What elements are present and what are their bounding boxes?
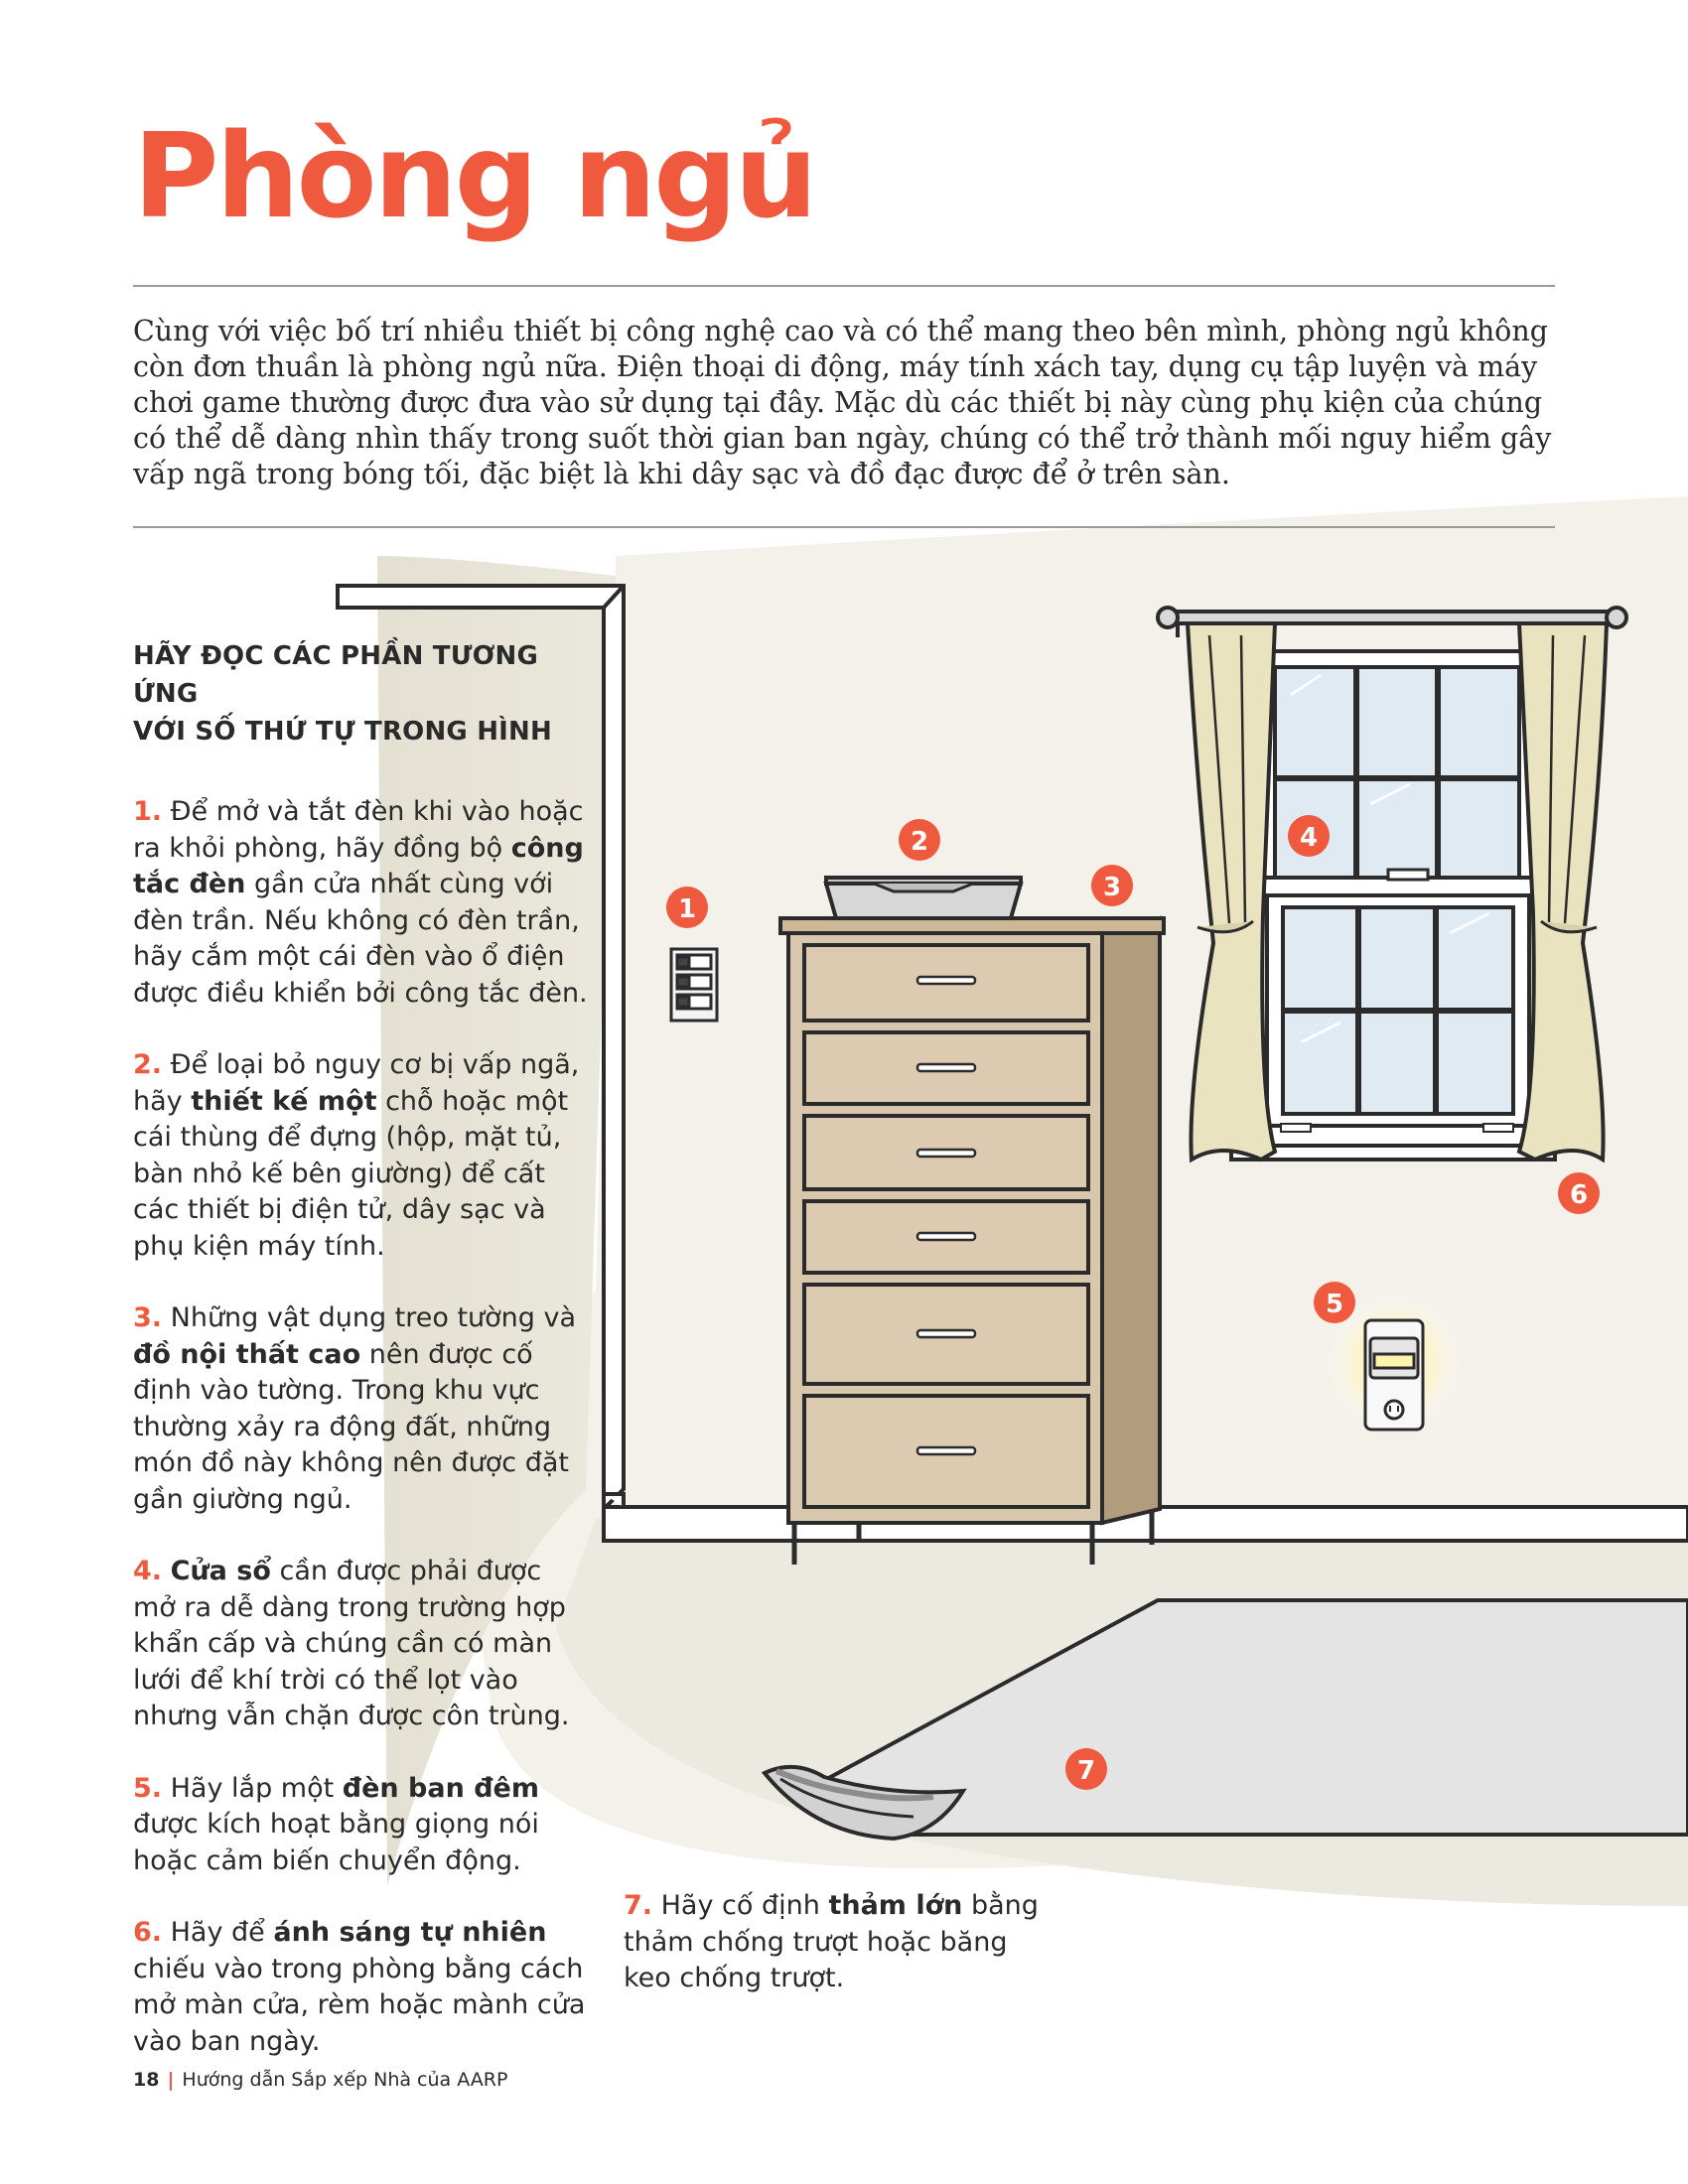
tip-text: Những vật dụng treo tường và: [162, 1302, 577, 1333]
tip-item-4: [133, 1554, 590, 1735]
tip-text: Hãy lắp một: [162, 1772, 343, 1804]
tip-keyword: công tắc đèn: [133, 832, 584, 899]
divider-bottom: [133, 526, 1555, 528]
callout-label: 6: [1569, 1180, 1589, 1210]
window: [1231, 651, 1555, 1160]
tip-item-6: [133, 1915, 590, 2060]
callout-label: 5: [1325, 1290, 1344, 1319]
tips-heading: [133, 637, 590, 751]
tip-item-7: [624, 1888, 1060, 1997]
tip-item-1: [133, 794, 590, 1012]
tip-keyword: đồ nội thất cao: [133, 1338, 361, 1370]
tip-number: 1.: [133, 796, 163, 827]
tip-number: 2.: [133, 1049, 163, 1080]
tip-item-5: [133, 1771, 590, 1880]
callout-badge-6: [1558, 1172, 1600, 1214]
callout-label: 2: [910, 827, 929, 857]
callout-badge-5: [1314, 1282, 1355, 1323]
tip-number: 4.: [133, 1556, 163, 1586]
tip-text: cần được phải được mở ra dễ dàng trong trường hợp khẩn cấp và chúng cần có màn lưới để khí trời có thể lọt vào nhưng vẫn chặn được côn trùng.: [133, 1556, 570, 1731]
tip-keyword: đèn ban đêm: [342, 1772, 539, 1804]
intro-paragraph: Cùng với việc bố trí nhiều thiết bị công nghệ cao và có thể mang theo bên mình, phòng ngủ không còn đơn thuần là phòng ngủ nữa. Điện thoại di động, máy tính xách tay, dụng cụ tập luyện và máy chơi game thường được đưa vào sử dụng tại đây. Mặc dù các thiết bị này cùng phụ kiện của chúng có thể dễ dàng nhìn thấy trong suốt thời gian ban ngày, chúng có thể trở thành mối nguy hiểm gây vấp ngã trong bóng tối, đặc biệt là khi dây sạc và đồ đạc được để ở trên sàn.: [133, 315, 1552, 490]
tip-keyword: thiết kế một: [191, 1085, 377, 1117]
light-switch: [671, 949, 717, 1021]
tip-text: Để mở và tắt đèn khi vào hoặc ra khỏi phòng, hãy đồng bộ: [133, 796, 584, 864]
callout-badge-1: [666, 887, 708, 928]
tip-number: 5.: [133, 1772, 163, 1804]
callout-label: 1: [677, 894, 697, 924]
callout-badge-3: [1091, 865, 1133, 906]
tip-text: được kích hoạt bằng giọng nói hoặc cảm biến chuyển động.: [133, 1809, 539, 1876]
callout-badge-4: [1288, 815, 1330, 857]
tips-heading-line2: VỚI SỐ THỨ TỰ TRONG HÌNH: [133, 717, 552, 747]
callout-badge-7: [1065, 1748, 1107, 1790]
tips-heading-line1: HÃY ĐỌC CÁC PHẦN TƯƠNG ỨNG: [133, 641, 539, 709]
callout-label: 7: [1076, 1756, 1096, 1786]
tip-text: chỗ hoặc một cái thùng để đựng (hộp, mặt tủ, bàn nhỏ kế bên giường) để cất các thiết bị điện tử, dây sạc và phụ kiện máy tính.: [133, 1085, 569, 1262]
tip-number: 3.: [133, 1302, 163, 1333]
tip-text: Để loại bỏ nguy cơ bị vấp ngã, hãy: [133, 1049, 580, 1117]
callout-badge-2: [899, 819, 940, 861]
storage-tray: [826, 878, 1021, 918]
tip-item-3: [133, 1300, 590, 1518]
tip-text: nên được cố định vào tường. Trong khu vực thường xảy ra động đất, những món đồ này không nên được đặt gần giường ngủ.: [133, 1338, 569, 1515]
page-number: 18: [133, 2069, 160, 2091]
tip-text: Hãy để: [162, 1917, 274, 1948]
dresser: [780, 918, 1164, 1565]
tip-item-2: [133, 1047, 590, 1265]
divider-top: [133, 285, 1555, 287]
tip-text: Hãy cố định: [652, 1890, 829, 1921]
tip-text: [162, 1556, 171, 1586]
tip-text: chiếu vào trong phòng bằng cách mở màn cửa, rèm hoặc mành cửa vào ban ngày.: [133, 1953, 586, 2057]
tip-text: gần cửa nhất cùng với đèn trần. Nếu không có đèn trần, hãy cắm một cái đèn vào ổ điện được điều khiển bởi công tắc đèn.: [133, 869, 588, 1009]
tip-text: bằng thảm chống trượt hoặc băng keo chống trượt.: [624, 1890, 1039, 1993]
guide-title: Hướng dẫn Sắp xếp Nhà của AARP: [182, 2069, 508, 2091]
page-title: Phòng ngủ: [133, 107, 815, 244]
page-footer: [133, 2069, 507, 2091]
tip-number: 7.: [624, 1890, 653, 1921]
tip-keyword: Cửa sổ: [170, 1556, 271, 1586]
tip-keyword: thảm lớn: [828, 1890, 963, 1921]
tip-number: 6.: [133, 1917, 163, 1948]
night-light: [1365, 1320, 1423, 1430]
tip-keyword: ánh sáng tự nhiên: [273, 1917, 547, 1948]
callout-label: 4: [1299, 823, 1319, 853]
footer-separator: |: [167, 2069, 175, 2091]
numbered-tips: [133, 637, 590, 2096]
callout-label: 3: [1102, 873, 1122, 902]
